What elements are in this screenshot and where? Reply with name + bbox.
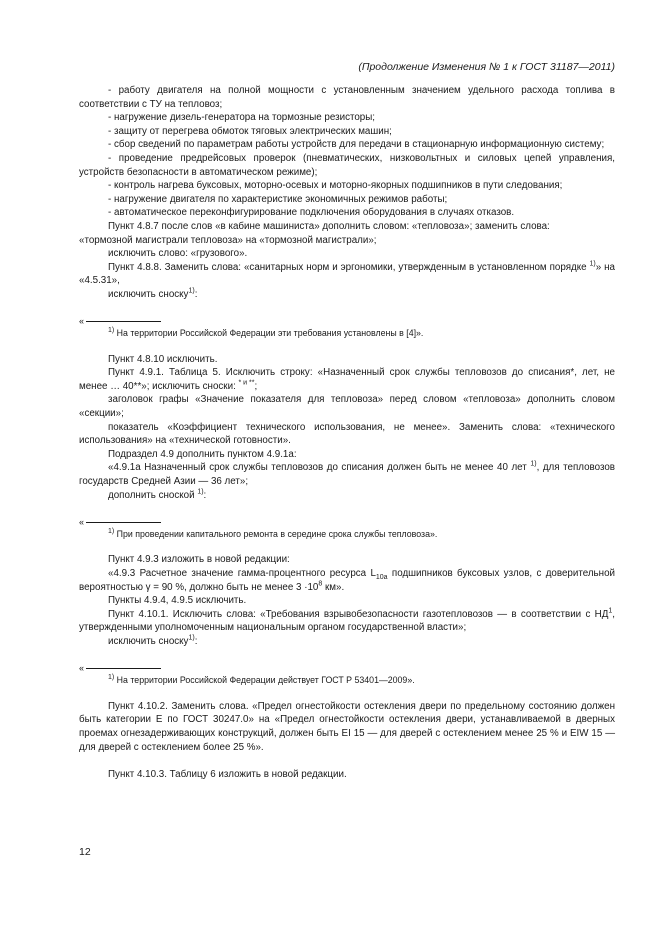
list-item: - нагружение двигателя по характеристике экономичных режимов работы; bbox=[108, 193, 448, 205]
clause-4-8-10: Пункт 4.8.10 исключить. bbox=[108, 353, 218, 365]
clause-4-8-7-cont: «тормозной магистрали тепловоза» на «тормозной магистрали»; bbox=[79, 234, 377, 246]
list-item: - защиту от перегрева обмоток тяговых электрических машин; bbox=[108, 125, 392, 137]
list-item: - контроль нагрева буксовых, моторно-осевых и моторно-якорных подшипников в пути следования; bbox=[108, 180, 563, 192]
clause-4-9-1a-footnote: дополнить сноской $^{1)}$: bbox=[108, 488, 207, 501]
clause-4-10-1-footnote-remove: исключить сноску$^{1)}$: bbox=[108, 634, 198, 647]
page-header: (Продолжение Изменения № 1 к ГОСТ 31187—2011) bbox=[358, 61, 615, 73]
clause-4-9-1a: «4.9.1а Назначенный срок службы тепловозов до списания должен быть не менее 40 лет $^{1)}$, для тепловозов государств Средней Азии — 36 лет»; bbox=[79, 461, 615, 488]
footnote-divider: « bbox=[79, 662, 615, 674]
footnote-1: $^{1)}$ На территории Российской Федерации эти требования установлены в [4]». bbox=[108, 327, 424, 339]
clause-4-9-3-text: «4.9.3 Расчетное значение гамма-процентного ресурса $L_{10a}$ подшипников буксовых узлов, с доверительной вероятностью γ = 90 %, должно быть не менее $3 \cdot 10^8$ км». bbox=[79, 568, 615, 593]
footnote-3: $^{1)}$ На территории Российской Федерации действует ГОСТ Р 53401—2009». bbox=[108, 674, 415, 686]
clause-4-10-2: Пункт 4.10.2. Заменить слова. «Предел огнестойкости остекления двери по предельному состоянию должен быть категории Е по ГОСТ 30247.0» на «Предел огнестойкости остекления двери, устанавливаемой в дверных проемах огнезадерживающих конструкций, должен быть EI 15 — для дверей с остеклением менее 25 % и EIW 15 — для дверей с остеклением более 25 %». bbox=[79, 700, 615, 753]
footnote-divider: « bbox=[79, 315, 615, 327]
clause-4-8-7: Пункт 4.8.7 после слов «в кабине машиниста» дополнить словом: «тепловоза»; заменить слова: bbox=[108, 220, 550, 232]
clause-4-10-1: Пункт 4.10.1. Исключить слова: «Требования взрывобезопасности газотепловозов — в соответствии с $НД^1$, утвержденными уполномоченным национальным органом государственной власти»; bbox=[79, 607, 615, 634]
clause-4-9-1-indicator: показатель «Коэффициент технического использования, не менее». Заменить слова: «технического использования» на «технической готовности». bbox=[79, 421, 615, 447]
list-item: - автоматическое переконфигурирование подключения оборудования в случаях отказов. bbox=[108, 207, 515, 219]
clause-4-9-1-header: заголовок графы «Значение показателя для тепловоза» перед словом «тепловоза» дополнить словом «секции»; bbox=[79, 394, 615, 420]
clause-4-8-8-footnote-remove: исключить сноску$^{1)}$: bbox=[108, 287, 198, 300]
document-body bbox=[79, 84, 615, 781]
clause-4-8-8: Пункт 4.8.8. Заменить слова: «санитарных норм и эргономики, утвержденным в установленном порядке $^{1)}$» на «4.5.31», bbox=[79, 260, 615, 287]
subsection-4-9: Подраздел 4.9 дополнить пунктом 4.9.1а: bbox=[108, 448, 297, 460]
page-number: 12 bbox=[79, 846, 91, 858]
list-item: - нагружение дизель-генератора на тормозные резисторы; bbox=[108, 112, 376, 124]
list-item: - проведение предрейсовых проверок (пневматических, низковольтных и силовых цепей управления, устройств безопасности в автоматическом режиме); bbox=[79, 152, 615, 178]
list-item: - работу двигателя на полной мощности с установленным значением удельного расхода топлива в соответствии с ТУ на тепловоз; bbox=[79, 85, 615, 110]
clause-4-9-1: Пункт 4.9.1. Таблица 5. Исключить строку: «Назначенный срок службы тепловозов до списания*, лет, не менее … 40**»; исключить сноски: $^{* и **}$; bbox=[79, 367, 615, 392]
footnote-divider: « bbox=[79, 516, 615, 528]
clause-4-9-4: Пункты 4.9.4, 4.9.5 исключить. bbox=[108, 595, 247, 607]
footnote-2: $^{1)}$ При проведении капитального ремонта в середине срока службы тепловоза». bbox=[108, 527, 438, 539]
clause-4-9-3: Пункт 4.9.3 изложить в новой редакции: bbox=[108, 554, 290, 566]
list-item: - сбор сведений по параметрам работы устройств для передачи в стационарную информационную систему; bbox=[108, 139, 605, 151]
clause-4-10-3: Пункт 4.10.3. Таблицу 6 изложить в новой редакции. bbox=[108, 768, 347, 780]
clause-4-8-7-exclude: исключить слово: «грузового». bbox=[108, 248, 248, 260]
